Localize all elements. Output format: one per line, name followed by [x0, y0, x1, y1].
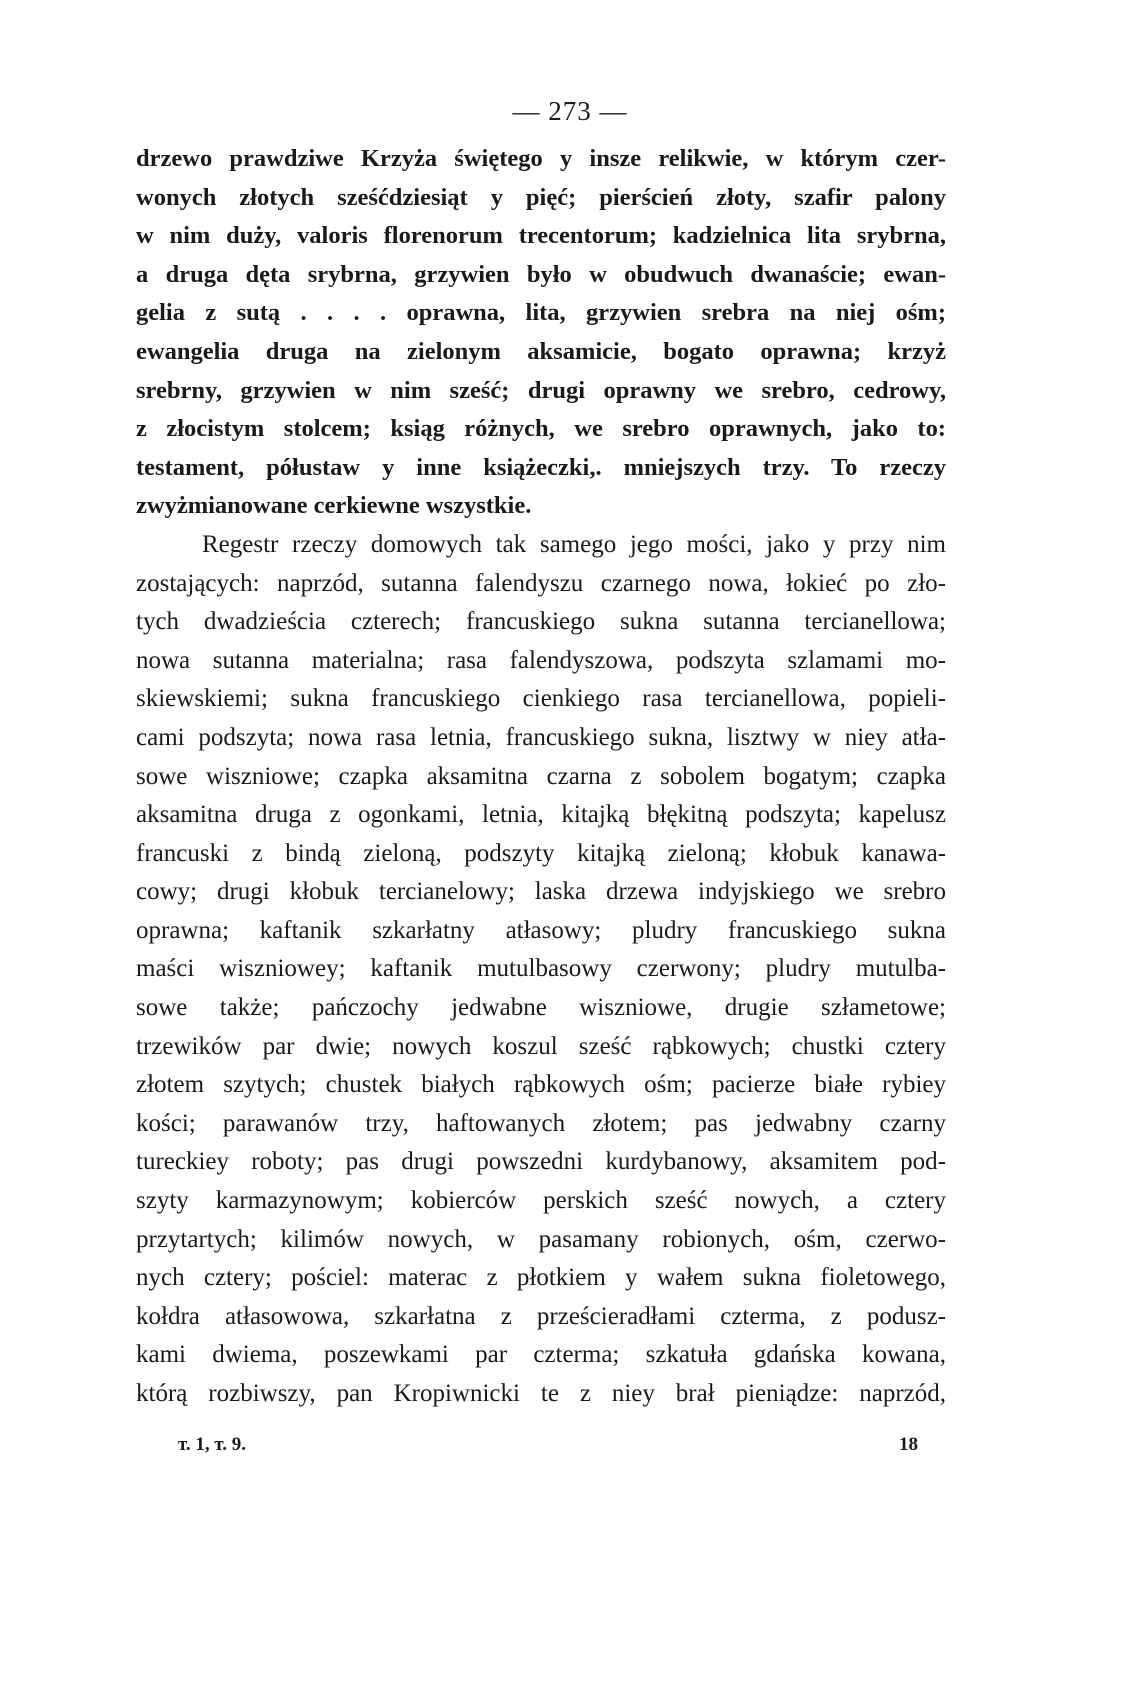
text-line: testament, półustaw y inne książeczki,. mniejszych trzy. To rzeczy: [136, 453, 946, 481]
text-line: zostających: naprzód, sutanna falendyszu czarnego nowa, łokieć po zło-: [136, 569, 946, 597]
text-line: wonych złotych sześćdziesiąt y pięć; pierścień złoty, szafir palony: [136, 183, 946, 211]
text-line: srebrny, grzywien w nim sześć; drugi oprawny we srebro, cedrowy,: [136, 376, 946, 404]
text-line: kości; parawanów trzy, haftowanych złotem; pas jedwabny czarny: [136, 1109, 946, 1137]
text-line: skiewskiemi; sukna francuskiego cienkiego rasa tercianellowa, popieli-: [136, 685, 946, 713]
text-line: tych dwadzieścia czterech; francuskiego sukna sutanna tercianellowa;: [136, 608, 946, 636]
sheet-number: 18: [899, 1434, 918, 1455]
text-line: aksamitna druga z ogonkami, letnia, kitajką błękitną podszyta; kapelusz: [136, 801, 946, 829]
text-line: sowe także; pańczochy jedwabne wiszniowe, drugie szłametowe;: [136, 994, 946, 1022]
text-line: trzewików par dwie; nowych koszul sześć rąbkowych; chustki cztery: [136, 1032, 946, 1060]
text-line: francuski z bindą zieloną, podszyty kitajką zieloną; kłobuk kanawa-: [136, 839, 946, 867]
text-line: zwyżmianowane cerkiewne wszystkie.: [136, 492, 532, 520]
text-line: oprawna; kaftanik szkarłatny atłasowy; pludry francuskiego sukna: [136, 916, 946, 944]
text-line: nowa sutanna materialna; rasa falendyszowa, podszyta szlamami mo-: [136, 646, 946, 674]
text-line: cowy; drugi kłobuk tercianelowy; laska drzewa indyjskiego we srebro: [136, 878, 946, 906]
text-block: [136, 140, 946, 1414]
text-line: kami dwiema, poszewkami par czterma; szkatuła gdańska kowana,: [136, 1341, 946, 1369]
text-line: szyty karmazynowym; kobierców perskich sześć nowych, a cztery: [136, 1187, 946, 1215]
page-number: — 273 —: [512, 96, 628, 126]
page-footer: [178, 1434, 918, 1464]
text-line: maści wiszniowey; kaftanik mutulbasowy czerwony; pludry mutulba-: [136, 955, 946, 983]
paragraph-1: [136, 140, 946, 526]
text-line: złotem szytych; chustek białych rąbkowych ośm; pacierze białe rybiey: [136, 1071, 946, 1099]
text-line: a druga dęta srybrna, grzywien było w obudwuch dwanaście; ewan-: [136, 260, 946, 288]
paragraph-2: [136, 526, 946, 1414]
text-line: Regestr rzeczy domowych tak samego jego mości, jako y przy nim: [202, 530, 946, 558]
text-line: gelia z sutą . . . . oprawna, lita, grzywien srebra na niej ośm;: [136, 299, 946, 327]
text-line: ewangelia druga na zielonym aksamicie, bogato oprawna; krzyż: [136, 337, 946, 365]
text-line: z złocistym stolcem; ksiąg różnych, we srebro oprawnych, jako to:: [136, 415, 946, 443]
signature-mark: т. 1, т. 9.: [178, 1434, 247, 1455]
text-line: cami podszyta; nowa rasa letnia, francuskiego sukna, lisztwy w niey atła-: [136, 723, 946, 751]
text-line: drzewo prawdziwe Krzyża świętego y insze relikwie, w którym czer-: [136, 145, 946, 172]
text-line: nych cztery; pościel: materac z płotkiem y wałem sukna fioletowego,: [136, 1264, 946, 1292]
text-line: którą rozbiwszy, pan Kropiwnicki te z niey brał pieniądze: naprzód,: [136, 1380, 946, 1407]
text-line: w nim duży, valoris florenorum trecentorum; kadzielnica lita srybrna,: [136, 222, 946, 250]
text-line: sowe wiszniowe; czapka aksamitna czarna z sobolem bogatym; czapka: [136, 762, 946, 790]
text-line: przytartych; kilimów nowych, w pasamany robionych, ośm, czerwo-: [136, 1225, 946, 1253]
text-line: tureckiey roboty; pas drugi powszedni kurdybanowy, aksamitem pod-: [136, 1148, 946, 1176]
text-line: kołdra atłasowowa, szkarłatna z prześcieradłami czterma, z podusz-: [136, 1302, 946, 1330]
